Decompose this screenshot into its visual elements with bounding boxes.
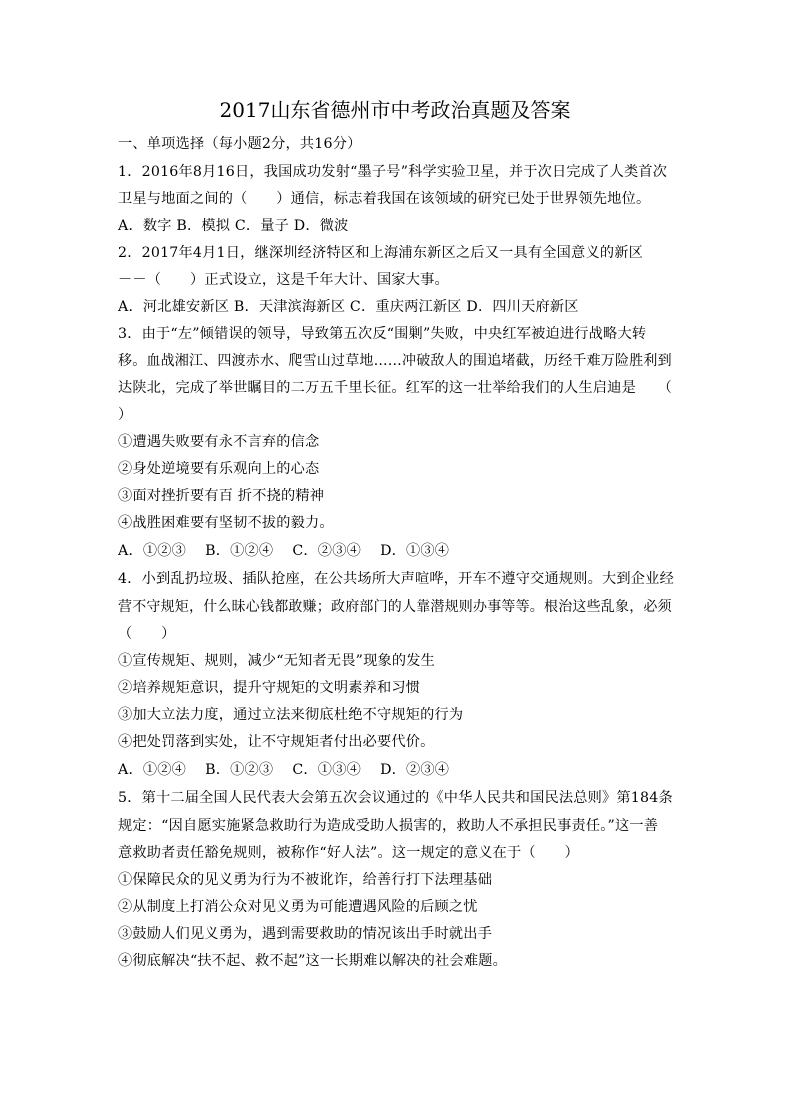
q3-stem-line2: 移。血战湘江、四渡赤水、爬雪山过草地……冲破敌人的围追堵截，历经千难万险胜利到 — [118, 353, 672, 369]
q5-stem-line3: 意救助者责任豁免规则，被称作“好人法”。这一规定的意义在于（ ） — [118, 845, 579, 861]
q5-item-2: ②从制度上打消公众对见义勇为可能遭遇风险的后顾之忧 — [118, 899, 478, 915]
q4-stem-line1: 4．小到乱扔垃圾、插队抢座，在公共场所大声喧哗，开车不遵守交通规则。大到企业经 — [118, 571, 674, 587]
q3-stem-line1: 3．由于“左”倾错误的领导，导致第五次反“围剿”失败，中央红军被迫进行战略大转 — [118, 326, 647, 342]
q3-stem-line3: 达陕北，完成了举世瞩目的二万五千里长征。红军的这一壮举给我们的人生启迪是 （ — [118, 380, 673, 396]
q5-item-1: ①保障民众的见义勇为行为不被讹诈，给善行打下法理基础 — [118, 872, 493, 888]
q4-stem-line2: 营不守规矩，什么昧心钱都敢赚；政府部门的人靠潜规则办事等等。根治这些乱象，必须 — [118, 599, 672, 615]
q5-item-4: ④彻底解决“扶不起、救不起”这一长期难以解决的社会难题。 — [118, 953, 507, 969]
q4-options: A．①②④ B．①②③ C．①③④ D．②③④ — [118, 762, 450, 778]
q1-stem-line2: 卫星与地面之间的（ ）通信，标志着我国在该领域的研究已处于世界领先地位。 — [118, 191, 651, 207]
q5-stem-line2: 规定：“因自愿实施紧急救助行为造成受助人损害的，救助人不承担民事责任。”这一善 — [118, 818, 659, 834]
q4-item-1: ①宣传规矩、规则，减少“无知者无畏”现象的发生 — [118, 653, 436, 669]
q1-stem-line1: 1．2016年8月16日，我国成功发射“墨子号”科学实验卫星，并于次日完成了人类首次 — [118, 164, 668, 180]
q4-item-3: ③加大立法力度，通过立法来彻底杜绝不守规矩的行为 — [118, 707, 464, 723]
section-heading: 一、单项选择（每小题2分，共16分） — [118, 136, 362, 152]
q2-options: A．河北雄安新区 B．天津滨海新区 C．重庆两江新区 D．四川天府新区 — [118, 299, 579, 315]
q3-item-2: ②身处逆境要有乐观向上的心态 — [118, 461, 320, 477]
q2-stem-line2: －－（ ）正式设立，这是千年大计、国家大事。 — [118, 272, 449, 288]
q3-item-3: ③面对挫折要有百 折不挠的精神 — [118, 488, 325, 504]
q3-options: A．①②③ B．①②④ C．②③④ D．①③④ — [118, 543, 450, 559]
q4-item-4: ④把处罚落到实处，让不守规矩者付出必要代价。 — [118, 734, 435, 750]
q4-stem-line3: （ ） — [118, 626, 176, 642]
q3-item-4: ④战胜困难要有坚韧不拔的毅力。 — [118, 515, 334, 531]
q1-options: A．数字 B．模拟 C．量子 D．微波 — [118, 218, 349, 234]
q5-stem-line1: 5．第十二届全国人民代表大会第五次会议通过的《中华人民共和国民法总则》第184条 — [118, 790, 673, 806]
q2-stem-line1: 2．2017年4月1日，继深圳经济特区和上海浦东新区之后又一具有全国意义的新区 — [118, 245, 643, 261]
q3-stem-line4: ） — [118, 407, 133, 423]
q4-item-2: ②培养规矩意识，提升守规矩的文明素养和习惯 — [118, 680, 421, 696]
q5-item-3: ③鼓励人们见义勇为，遇到需要救助的情况该出手时就出手 — [118, 926, 493, 942]
q3-item-1: ①遭遇失败要有永不言弃的信念 — [118, 434, 320, 450]
document-title: 2017山东省德州市中考政治真题及答案 — [219, 98, 571, 122]
